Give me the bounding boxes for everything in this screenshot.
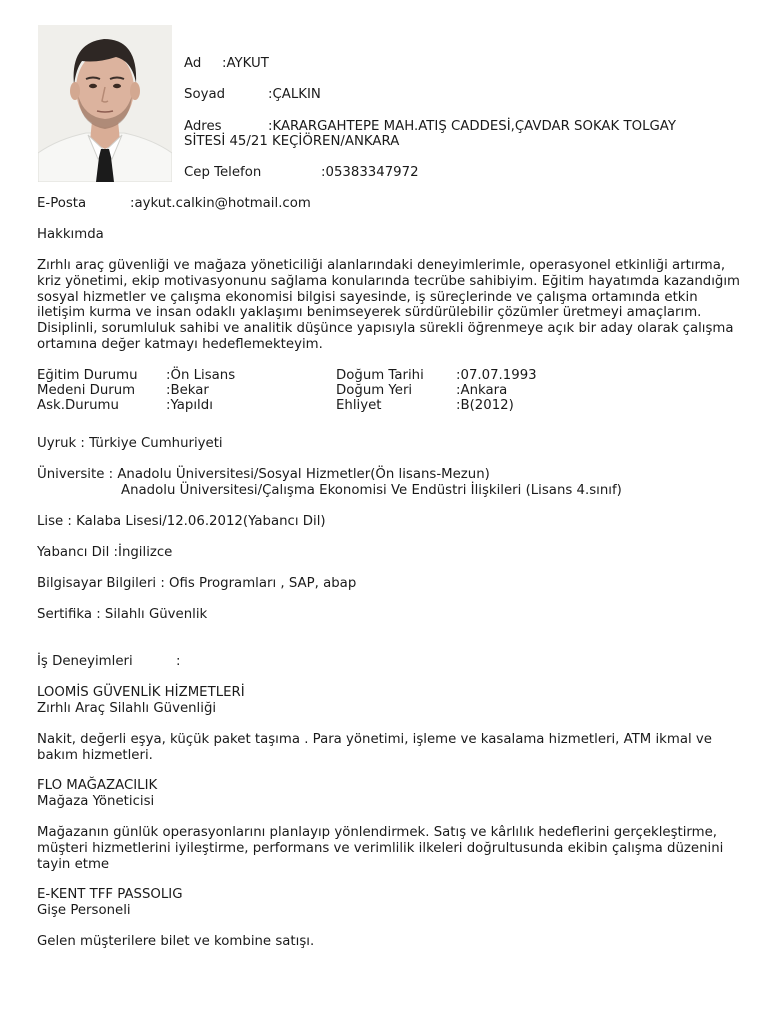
surname-value: :ÇALKIN (268, 87, 321, 102)
military-status-label: Ask.Durumu (37, 398, 119, 413)
birth-date-label: Doğum Tarihi (336, 368, 424, 383)
profile-photo (38, 25, 172, 182)
marital-status-value: :Bekar (166, 383, 209, 398)
surname-label: Soyad (184, 87, 226, 102)
job-description: Nakit, değerli eşya, küçük paket taşıma . Para yönetimi, işleme ve kasalama hizmetleri, ATM ikmal ve bakım hizmetleri. (37, 732, 712, 763)
experience-heading: İş Deneyimleri (37, 654, 133, 669)
address-label: Adres (184, 119, 222, 134)
military-status-value: :Yapıldı (166, 398, 213, 413)
job-title: Mağaza Yöneticisi (37, 794, 155, 809)
address-value: :KARARGAHTEPE MAH.ATIŞ CADDESİ,ÇAVDAR SOKAK TOLGAY (268, 119, 676, 134)
birth-place-label: Doğum Yeri (336, 383, 413, 398)
birth-date-value: :07.07.1993 (456, 368, 537, 383)
university-line1: Üniversite : Anadolu Üniversitesi/Sosyal Hizmetler(Ön lisans-Mezun) (37, 467, 490, 482)
foreign-language: Yabancı Dil :İngilizce (37, 545, 173, 560)
job-company: E-KENT TFF PASSOLIG (37, 887, 183, 902)
job-description: Mağazanın günlük operasyonlarını planlayıp yönlendirmek. Satış ve kârlılık hedeflerini gerçekleştirme, müşteri hizmetlerini iyileştirme, performans ve verimlilik ilkeleri doğrultusunda ekibin çalışma düzenini tayin etme (37, 825, 724, 872)
address-value-line2: SİTESİ 45/21 KEÇİÖREN/ANKARA (184, 134, 400, 149)
about-heading: Hakkımda (37, 227, 104, 242)
email-value: :aykut.calkin@hotmail.com (130, 196, 311, 211)
job-description: Gelen müşterilere bilet ve kombine satışı. (37, 934, 315, 949)
job-title: Gişe Personeli (37, 903, 131, 918)
job-title: Zırhlı Araç Silahlı Güvenliği (37, 701, 217, 716)
experience-heading-colon: : (176, 654, 181, 669)
name-label: Ad (184, 56, 202, 71)
about-text: Zırhlı araç güvenliği ve mağaza yöneticiliği alanlarındaki deneyimlerimle, operasyonel etkinliği artırma, kriz yönetimi, ekip motivasyonunu sağlama konularında tecrübe sahibiyim. Eğitim hayatımda kazandığım sosyal hizmetler ve çalışma ekonomisi bilgisi sayesinde, iş süreçlerinde ve çalışma ortamında etkin iletişim kurma ve insan odaklı yaklaşımı benimseyerek sürdürülebilir çözümler üretmeyi amaçlarım. Disiplinli, sorumluluk sahibi ve analitik düşünce yapısıyla sürekli öğrenmeye açık bir aday olarak çalışma ortamına değer katmayı hedeflemekteyim. (37, 258, 740, 352)
job-company: LOOMİS GÜVENLİK HİZMETLERİ (37, 685, 245, 700)
phone-value: :05383347972 (321, 165, 419, 180)
high-school: Lise : Kalaba Lisesi/12.06.2012(Yabancı Dil) (37, 514, 326, 529)
marital-status-label: Medeni Durum (37, 383, 136, 398)
driving-license-value: :B(2012) (456, 398, 514, 413)
university-line2: Anadolu Üniversitesi/Çalışma Ekonomisi Ve Endüstri İlişkileri (Lisans 4.sınıf) (121, 483, 622, 498)
name-value: :AYKUT (222, 56, 269, 71)
phone-label: Cep Telefon (184, 165, 262, 180)
nationality: Uyruk : Türkiye Cumhuriyeti (37, 436, 223, 451)
certificate: Sertifika : Silahlı Güvenlik (37, 607, 208, 622)
email-label: E-Posta (37, 196, 87, 211)
computer-skills: Bilgisayar Bilgileri : Ofis Programları , SAP, abap (37, 576, 357, 591)
job-company: FLO MAĞAZACILIK (37, 778, 158, 793)
education-status-value: :Ön Lisans (166, 368, 236, 383)
birth-place-value: :Ankara (456, 383, 508, 398)
education-status-label: Eğitim Durumu (37, 368, 138, 383)
driving-license-label: Ehliyet (336, 398, 382, 413)
